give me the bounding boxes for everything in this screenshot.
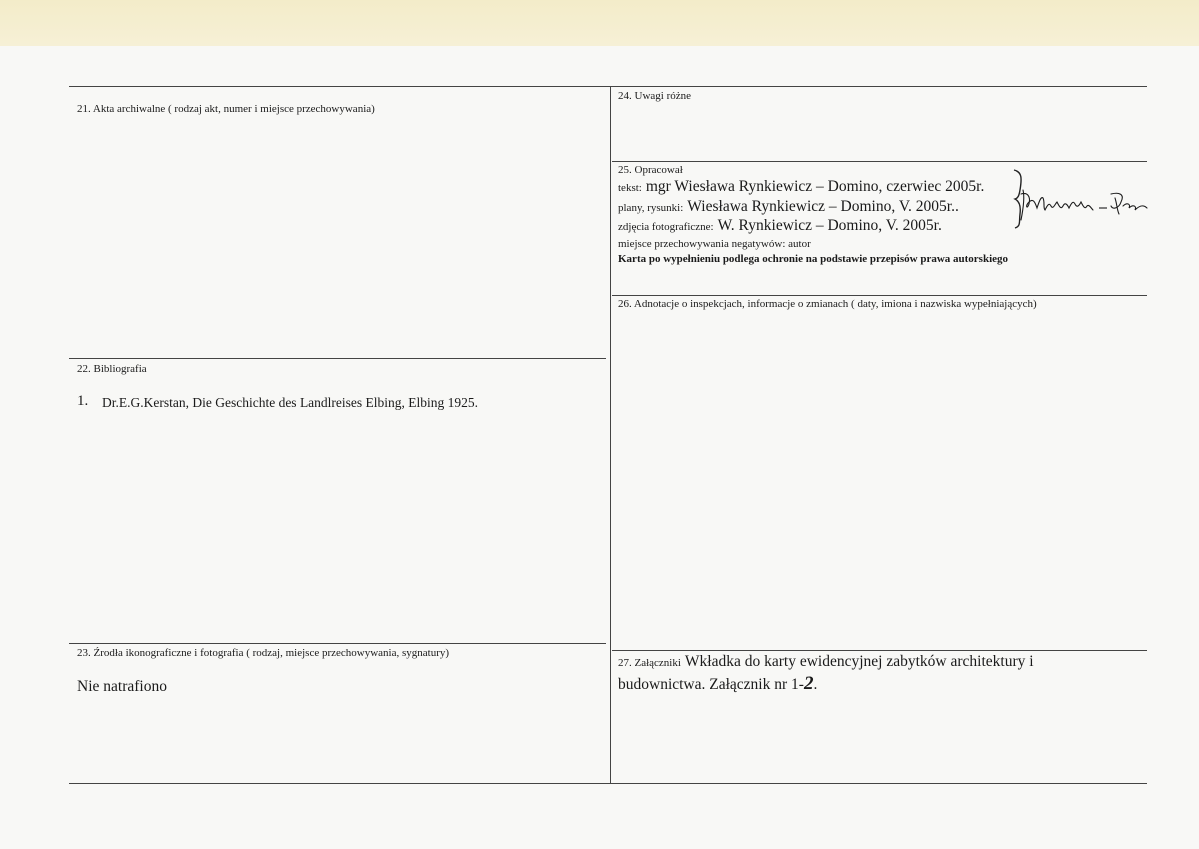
plany-label: plany, rysunki: xyxy=(618,202,684,214)
column-divider xyxy=(610,86,611,783)
zdjecia-value: W. Rynkiewicz – Domino, V. 2005r. xyxy=(717,217,942,234)
section-22-title: 22. Bibliografia xyxy=(77,363,147,375)
form-bottom-rule xyxy=(69,783,1147,784)
tekst-row xyxy=(618,178,984,196)
section-24-title: 24. Uwagi różne xyxy=(618,90,692,102)
negatives-location: miejsce przechowywania negatywów: autor xyxy=(618,238,811,250)
tekst-value: mgr Wiesława Rynkiewicz – Domino, czerwiec 2005r. xyxy=(645,178,985,195)
section-21-title: 21. Akta archiwalne ( rodzaj akt, numer i miejsce przechowywania) xyxy=(77,103,375,115)
tekst-label: tekst: xyxy=(618,182,642,194)
zdjecia-label: zdjęcia fotograficzne: xyxy=(618,221,714,233)
section-23-title: 23. Źrodła ikonograficzne i fotografia ( rodzaj, miejsce przechowywania, sygnatury) xyxy=(77,647,450,659)
attachment-number-handwritten: 2 xyxy=(803,673,814,694)
section-26-title: 26. Adnotacje o inspekcjach, informacje o zmianach ( daty, imiona i nazwiska wypełniających) xyxy=(618,298,1037,310)
form-top-rule xyxy=(69,86,1147,87)
section-25-title: 25. Opracował xyxy=(618,164,683,176)
paper-top-band xyxy=(0,0,1199,46)
attachments-line-2 xyxy=(618,673,817,695)
divider-24-25 xyxy=(612,161,1147,162)
attachments-line-1 xyxy=(618,653,1034,671)
section-27-label: 27. Załączniki xyxy=(618,657,681,669)
plany-value: Wiesława Rynkiewicz – Domino, V. 2005r.. xyxy=(687,198,959,215)
author-signature xyxy=(1015,184,1150,234)
zdjecia-row xyxy=(618,217,942,235)
attachments-text-1: Wkładka do karty ewidencyjnej zabytków architektury i xyxy=(684,653,1034,670)
copyright-notice: Karta po wypełnieniu podlega ochronie na podstawie przepisów prawa autorskiego xyxy=(618,253,1009,265)
attachments-text-2-end: . xyxy=(813,676,818,693)
divider-21-22 xyxy=(69,358,606,359)
form-sheet xyxy=(0,46,1199,849)
divider-22-23 xyxy=(69,643,606,644)
plany-row xyxy=(618,198,959,216)
divider-26-27 xyxy=(612,650,1147,651)
bibliography-item-text: Dr.E.G.Kerstan, Die Geschichte des Landlreises Elbing, Elbing 1925. xyxy=(102,395,479,410)
bibliography-item-number: 1. xyxy=(77,393,89,409)
divider-25-26 xyxy=(612,295,1147,296)
section-23-value: Nie natrafiono xyxy=(77,678,167,695)
attachments-text-2: budownictwa. Załącznik nr 1- xyxy=(618,676,804,693)
